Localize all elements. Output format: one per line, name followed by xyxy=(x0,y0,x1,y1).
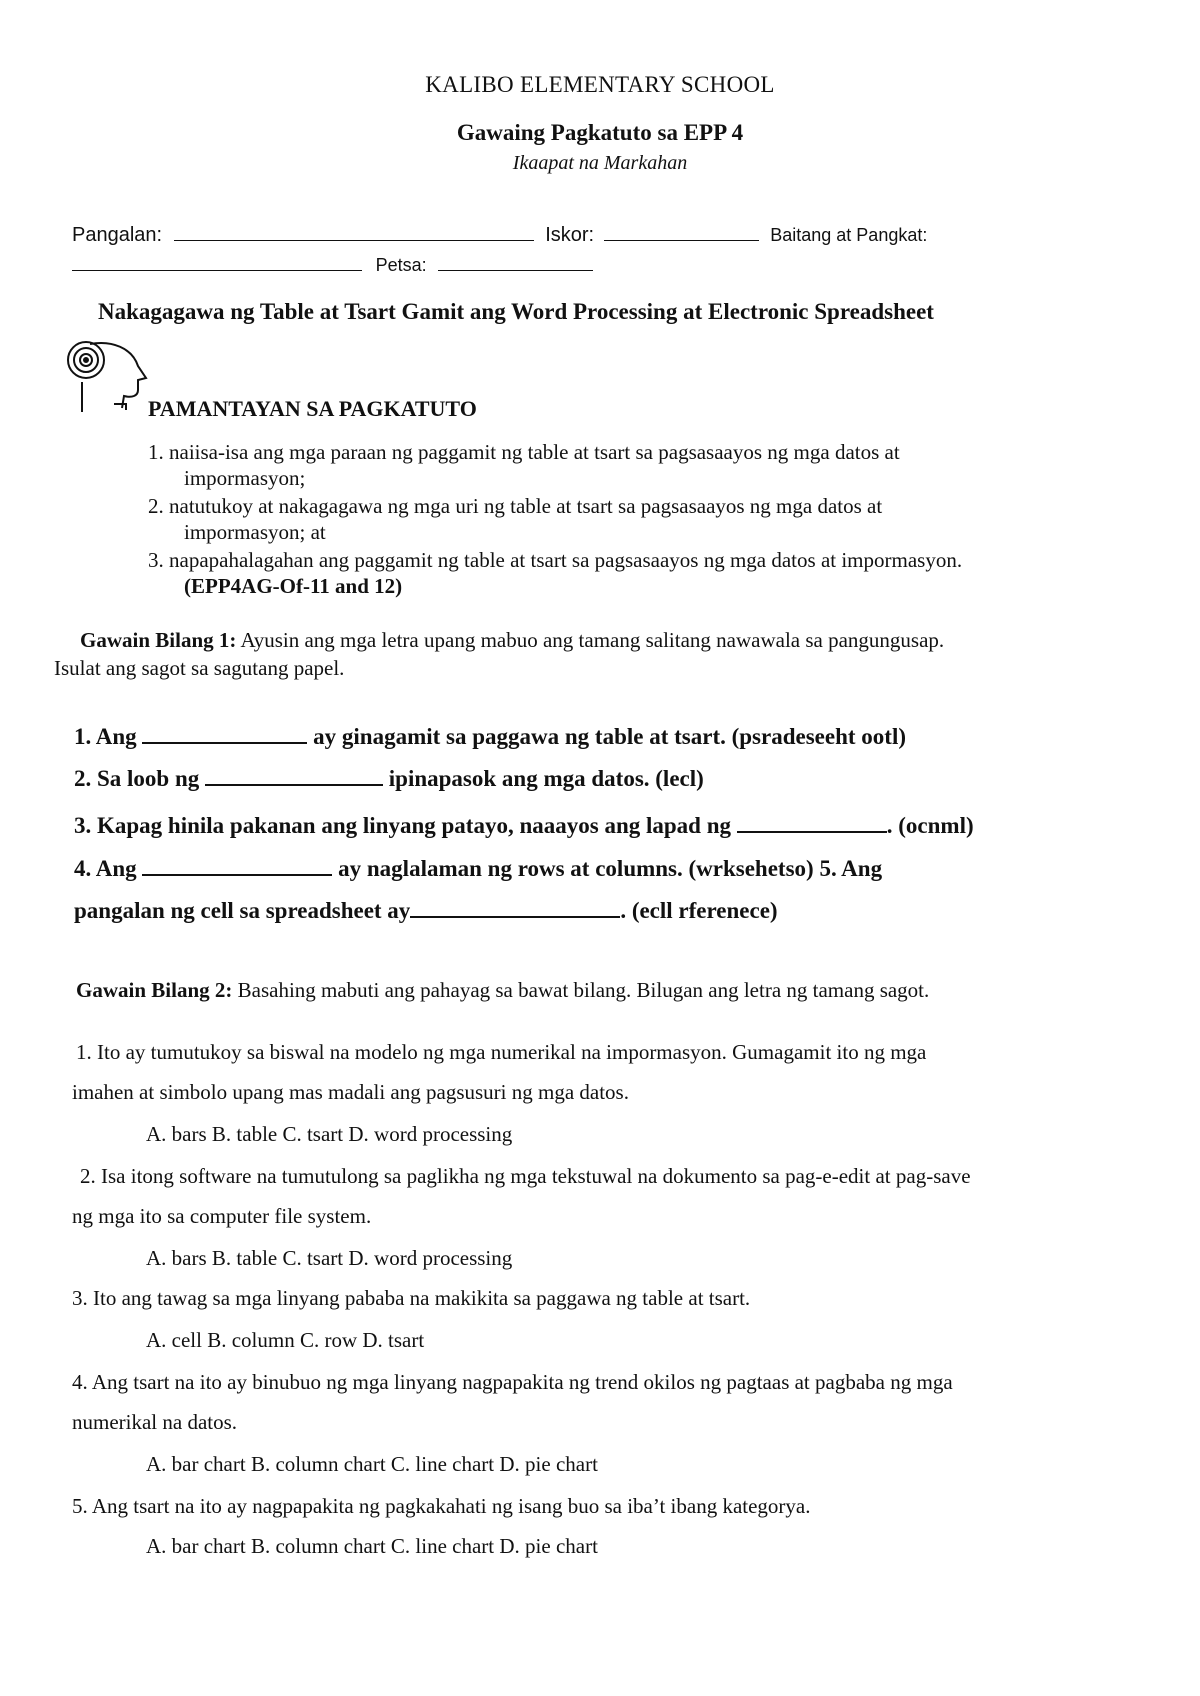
a1-question-3 xyxy=(74,811,974,839)
a2-q1-line1: 1. Ito ay tumutukoy sa biswal na modelo ng mga numerikal na impormasyon. Gumagamit ito ng mga xyxy=(76,1040,927,1064)
standard-item-1: 1. naiisa-isa ang mga paraan ng paggamit ng table at tsart sa pagsasaayos ng mga datos at xyxy=(148,440,900,464)
a2-q1-line2: imahen at simbolo upang mas madali ang pagsusuri ng mga datos. xyxy=(72,1080,629,1104)
a1-q2-end: ipinapasok ang mga datos. (lecl) xyxy=(388,766,704,791)
a1-q1-blank[interactable] xyxy=(142,722,307,744)
a1-question-4 xyxy=(74,854,882,882)
school-name: KALIBO ELEMENTARY SCHOOL xyxy=(425,72,775,97)
a1-q1-start: 1. Ang xyxy=(74,724,137,749)
activity-2-label: Gawain Bilang 2: xyxy=(76,978,233,1002)
a1-q1-end: ay ginagamit sa paggawa ng table at tsart. (psradeseeht ootl) xyxy=(313,724,906,749)
fields-row-1 xyxy=(72,222,927,247)
a2-q2-line2: ng mga ito sa computer file system. xyxy=(72,1204,372,1228)
grade-label: Baitang at Pangkat: xyxy=(770,225,928,245)
a2-q3-choices: A. cell B. column C. row D. tsart xyxy=(146,1328,425,1352)
a1-q3-end: . (ocnml) xyxy=(886,813,974,838)
a2-q5-line1: 5. Ang tsart na ito ay nagpapakita ng pagkakahati ng isang buo sa iba’t ibang kategorya. xyxy=(72,1494,811,1518)
a1-q4-blank[interactable] xyxy=(142,854,332,876)
standard-item-2-cont: impormasyon; at xyxy=(184,520,326,544)
standard-code: (EPP4AG-Of-11 and 12) xyxy=(184,574,403,598)
grade-field[interactable] xyxy=(72,252,362,271)
standard-item-2: 2. natutukoy at nakagagawa ng mga uri ng table at tsart sa pagsasaayos ng mga datos at xyxy=(148,494,883,518)
a1-q4-start: 4. Ang xyxy=(74,856,137,881)
quarter-label: Ikaapat na Markahan xyxy=(512,152,688,174)
a2-q3-line1: 3. Ito ang tawag sa mga linyang pababa na makikita sa paggawa ng table at tsart. xyxy=(72,1286,751,1310)
score-field[interactable] xyxy=(604,222,759,241)
activity-1-text: Ayusin ang mga letra upang mabuo ang tamang salitang nawawala sa pangungusap. xyxy=(240,628,945,652)
date-label: Petsa: xyxy=(375,255,427,275)
standard-item-1-cont: impormasyon; xyxy=(184,466,306,490)
a1-question-1 xyxy=(74,722,906,750)
a1-q5-end: . (ecll rferenece) xyxy=(620,898,778,923)
a2-q2-choices: A. bars B. table C. tsart D. word processing xyxy=(146,1246,513,1270)
a1-q3-blank[interactable] xyxy=(737,811,887,833)
standards-title: PAMANTAYAN SA PAGKATUTO xyxy=(148,396,477,421)
activity-1-label: Gawain Bilang 1: xyxy=(80,628,237,652)
a2-q1-choices: A. bars B. table C. tsart D. word processing xyxy=(146,1122,513,1146)
a2-q2-line1: 2. Isa itong software na tumutulong sa paglikha ng mga tekstuwal na dokumento sa pag-e-edit at pag-save xyxy=(80,1164,971,1188)
target-head-icon xyxy=(62,338,154,418)
activity-2-instruction xyxy=(76,978,929,1003)
name-field[interactable] xyxy=(174,222,534,241)
a1-q3-start: 3. Kapag hinila pakanan ang linyang patayo, naaayos ang lapad ng xyxy=(74,813,732,838)
activity-1-instruction xyxy=(80,628,944,653)
a1-q2-start: 2. Sa loob ng xyxy=(74,766,200,791)
a1-q2-blank[interactable] xyxy=(205,764,383,786)
worksheet-title: Gawaing Pagkatuto sa EPP 4 xyxy=(456,120,744,145)
date-field[interactable] xyxy=(438,252,593,271)
a1-q5-start: pangalan ng cell sa spreadsheet ay xyxy=(74,898,411,923)
a2-q4-choices: A. bar chart B. column chart C. line chart D. pie chart xyxy=(146,1452,598,1476)
a2-q4-line2: numerikal na datos. xyxy=(72,1410,238,1434)
a1-q4-end: ay naglalaman ng rows at columns. (wrksehetso) 5. Ang xyxy=(338,856,883,881)
topic-title: Nakagagawa ng Table at Tsart Gamit ang Word Processing at Electronic Spreadsheet xyxy=(98,299,934,324)
activity-1-instruction-cont: Isulat ang sagot sa sagutang papel. xyxy=(54,656,345,680)
name-label: Pangalan: xyxy=(72,224,163,246)
a1-q5-blank[interactable] xyxy=(410,896,620,918)
a2-q4-line1: 4. Ang tsart na ito ay binubuo ng mga linyang nagpapakita ng trend okilos ng pagtaas at pagbaba ng mga xyxy=(72,1370,953,1394)
a1-question-2 xyxy=(74,764,704,792)
standard-item-3: 3. napapahalagahan ang paggamit ng table at tsart sa pagsasaayos ng mga datos at impormasyon. xyxy=(148,548,963,572)
a1-question-5 xyxy=(74,896,778,924)
a2-q5-choices: A. bar chart B. column chart C. line chart D. pie chart xyxy=(146,1534,598,1558)
activity-2-text: Basahing mabuti ang pahayag sa bawat bilang. Bilugan ang letra ng tamang sagot. xyxy=(237,978,930,1002)
score-label: Iskor: xyxy=(545,224,595,246)
fields-row-2 xyxy=(72,252,593,277)
